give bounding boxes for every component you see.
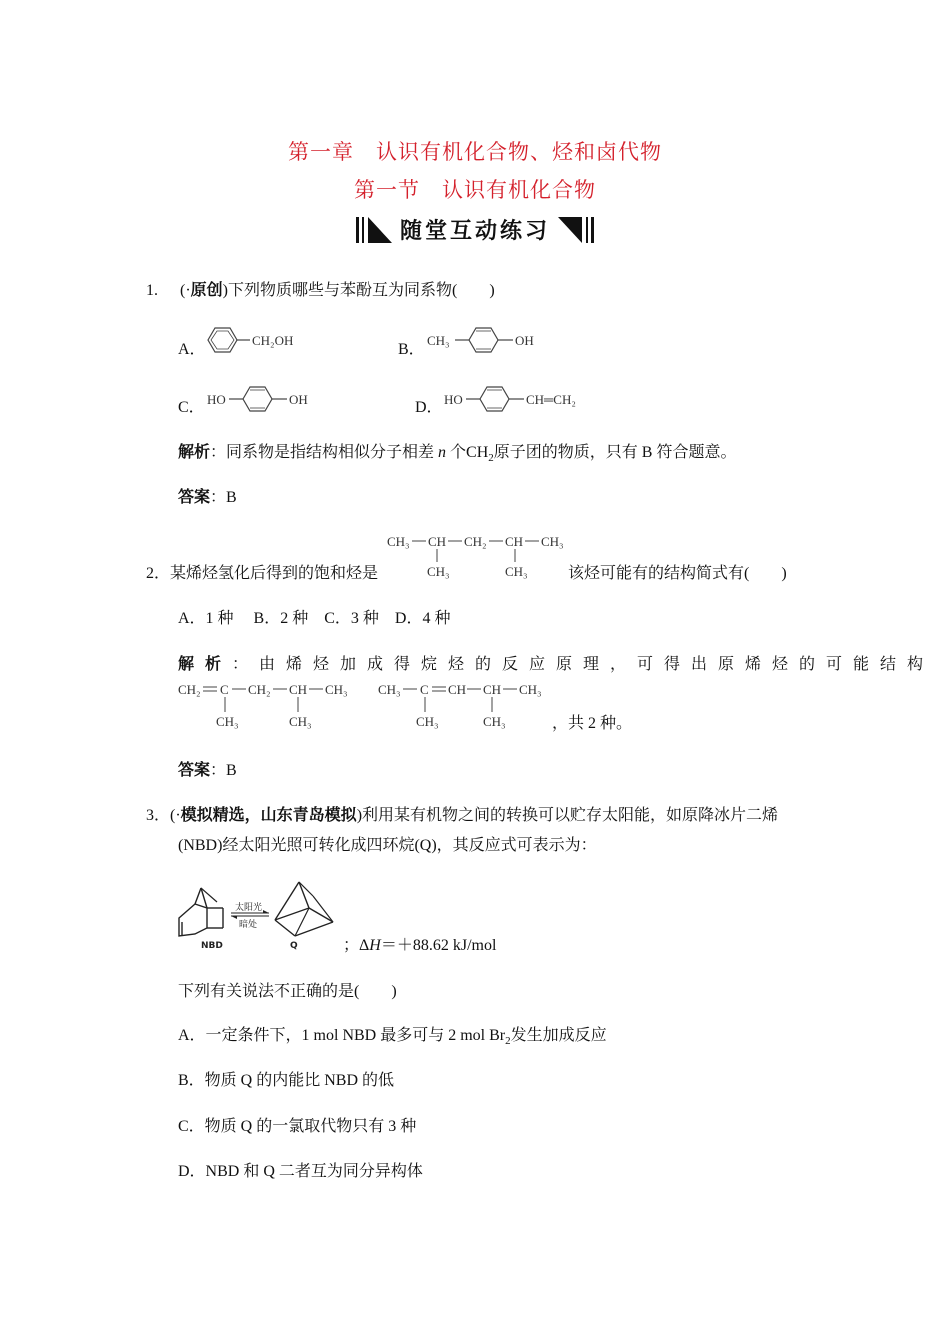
svg-text:CH₃: CH₃ xyxy=(427,333,450,348)
section-title: 第一节 认识有机化合物 xyxy=(354,178,596,202)
q1-number: 1. xyxy=(146,282,158,299)
svg-text:CH: CH xyxy=(505,534,524,549)
svg-text:CH: CH xyxy=(289,682,308,697)
q1-option-d-label: D． xyxy=(415,399,443,416)
q2-number: 2． xyxy=(146,565,171,582)
q3-enthalpy: ；ΔH＝＋88.62 kJ/mol xyxy=(343,937,497,954)
q2-analysis-end: ，共 2 种。 xyxy=(552,715,633,732)
q1-option-c-structure xyxy=(205,379,325,424)
svg-text:Q: Q xyxy=(290,941,298,951)
svg-text:CH₃: CH₃ xyxy=(325,682,348,697)
svg-text:CH₃: CH₃ xyxy=(289,714,312,729)
q1-source: 原创 xyxy=(190,280,223,299)
q3-reaction-scheme xyxy=(173,878,343,959)
q3-option-d: D．NBD 和 Q 二者互为同分异构体 xyxy=(178,1163,423,1180)
svg-text:CH═CH₂: CH═CH₂ xyxy=(526,392,576,407)
q3-option-b: B．物质 Q 的内能比 NBD 的低 xyxy=(178,1072,395,1089)
svg-text:OH: OH xyxy=(515,333,534,348)
q1-option-b-structure xyxy=(425,320,555,365)
svg-text:CH₃: CH₃ xyxy=(416,714,439,729)
svg-text:CH₃: CH₃ xyxy=(519,682,542,697)
svg-text:CH: CH xyxy=(428,534,447,549)
svg-text:C: C xyxy=(420,682,429,697)
q2-options: A．1 种 B．2 种 C．3 种 D．4 种 xyxy=(178,610,451,627)
q3-number: 3． xyxy=(146,807,171,824)
svg-text:NBD: NBD xyxy=(201,941,223,951)
svg-text:CH₂: CH₂ xyxy=(248,682,271,697)
q2-answer: 答案：B xyxy=(178,760,237,779)
q2-analysis-label: 解析 xyxy=(178,654,233,673)
question-2-stem-b: 该烃可能有的结构简式有( ) xyxy=(568,565,787,582)
practice-banner xyxy=(350,212,600,248)
svg-text:CH₃: CH₃ xyxy=(387,534,410,549)
q3-question: 下列有关说法不正确的是( ) xyxy=(178,983,397,1000)
chapter-title: 第一章 认识有机化合物、烃和卤代物 xyxy=(288,140,662,164)
q1-a-formula: CH₂OH xyxy=(252,333,294,348)
svg-text:太阳光: 太阳光 xyxy=(235,903,263,913)
svg-text:HO: HO xyxy=(444,392,463,407)
q2-saturated-structure xyxy=(385,528,565,589)
question-1-stem: 1. (·原创)下列物质哪些与苯酚互为同系物( ) xyxy=(146,280,495,299)
q1-answer-label: 答案 xyxy=(178,487,211,506)
svg-text:CH₃: CH₃ xyxy=(541,534,564,549)
q2-answer-label: 答案 xyxy=(178,760,211,779)
q2-alkene-structure-2 xyxy=(376,676,566,741)
svg-text:CH₃: CH₃ xyxy=(427,564,450,579)
svg-text:CH: CH xyxy=(483,682,502,697)
q1-option-d-structure xyxy=(442,379,612,424)
svg-text:CH₂: CH₂ xyxy=(178,682,201,697)
q3-option-c: C．物质 Q 的一氯取代物只有 3 种 xyxy=(178,1118,417,1135)
svg-text:C: C xyxy=(220,682,229,697)
q1-option-a-label: A． xyxy=(178,341,206,358)
q1-analysis: 解析：同系物是指结构相似分子相差 n 个$CH_2$原子团的物质，只有 B 符合题意。 xyxy=(178,442,737,465)
q2-alkene-structure-1 xyxy=(176,676,366,741)
q3-option-a: A．一定条件下，1 mol NBD 最多可与 2 mol $Br_2$发生加成反应 xyxy=(178,1027,607,1048)
svg-text:OH: OH xyxy=(289,392,308,407)
question-3-stem-line1: 3．(·模拟精选，山东青岛模拟)利用某有机物之间的转换可以贮存太阳能，如原降冰片二烯 xyxy=(146,805,779,824)
q1-answer: 答案：B xyxy=(178,487,237,506)
svg-text:暗处: 暗处 xyxy=(239,920,258,930)
q1-option-c-label: C． xyxy=(178,399,205,416)
q2-analysis: 解析：由烯烃加成得烷烃的反应原理，可得出原烯烃的可能结构 xyxy=(178,654,935,673)
svg-text:HO: HO xyxy=(207,392,226,407)
svg-text:CH₂: CH₂ xyxy=(464,534,487,549)
banner-title: 随堂互动练习 xyxy=(400,219,551,244)
svg-text:CH: CH xyxy=(448,682,467,697)
q1-option-b-label: B． xyxy=(398,341,425,358)
svg-text:CH₃: CH₃ xyxy=(216,714,239,729)
q1-analysis-label: 解析 xyxy=(178,442,211,461)
svg-text:CH₃: CH₃ xyxy=(483,714,506,729)
q1-option-a-structure xyxy=(200,320,320,365)
question-2-stem-a: 2．某烯烃氢化后得到的饱和烃是 xyxy=(146,565,379,582)
svg-text:CH₃: CH₃ xyxy=(505,564,528,579)
q3-source: 模拟精选，山东青岛模拟 xyxy=(180,805,357,824)
svg-text:CH₃: CH₃ xyxy=(378,682,401,697)
question-3-stem-line2: (NBD)经太阳光照可转化成四环烷(Q)，其反应式可表示为： xyxy=(178,837,597,854)
nbd-structure-icon xyxy=(179,888,223,936)
q-structure-icon xyxy=(275,882,333,936)
